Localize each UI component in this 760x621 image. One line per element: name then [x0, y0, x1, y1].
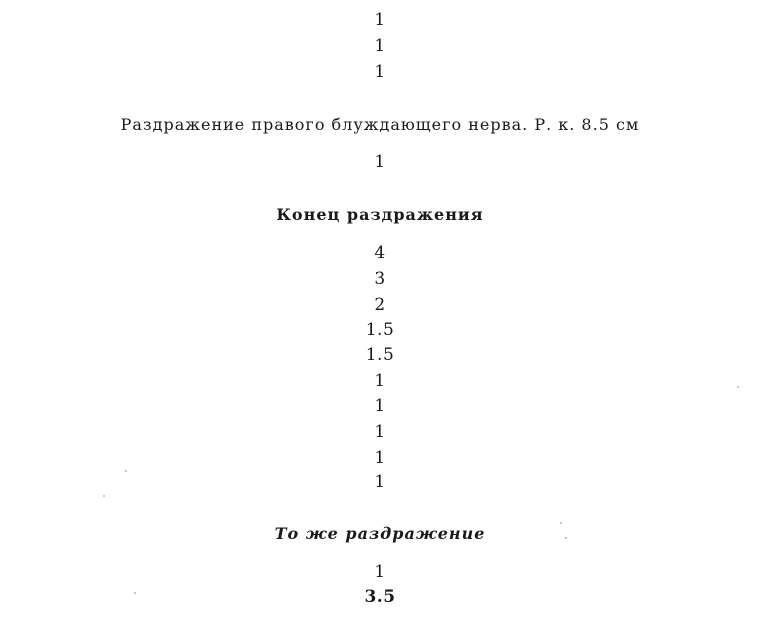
section-heading-same-stimulation: То же раздражение [274, 524, 486, 543]
value-line: 1 [374, 472, 386, 492]
scan-speck [134, 592, 136, 594]
value-line: 1 [374, 396, 386, 416]
section-heading-stimulation: Раздражение правого блуждающего нерва. Р. к. 8.5 см [120, 115, 640, 134]
scan-speck [560, 522, 562, 524]
value-line: 1 [374, 422, 386, 442]
value-line: 1 [374, 562, 386, 582]
value-line: 1 [374, 10, 386, 30]
scan-speck [737, 386, 739, 388]
value-line: 1 [374, 36, 386, 56]
value-line: 2 [374, 295, 386, 315]
value-line: 1 [374, 152, 386, 172]
value-line: 1.5 [365, 320, 395, 340]
value-line: 3 [374, 269, 386, 289]
section-heading-end-of-stimulation: Конец раздражения [276, 205, 484, 224]
value-line: 1.5 [365, 345, 395, 365]
value-line: 1 [374, 448, 386, 468]
value-line: 3.5 [364, 587, 396, 607]
value-line: 1 [374, 371, 386, 391]
scan-speck [565, 537, 567, 539]
scan-speck [125, 470, 127, 472]
value-line: 1 [374, 62, 386, 82]
scan-speck [103, 495, 105, 497]
value-line: 4 [374, 243, 386, 263]
